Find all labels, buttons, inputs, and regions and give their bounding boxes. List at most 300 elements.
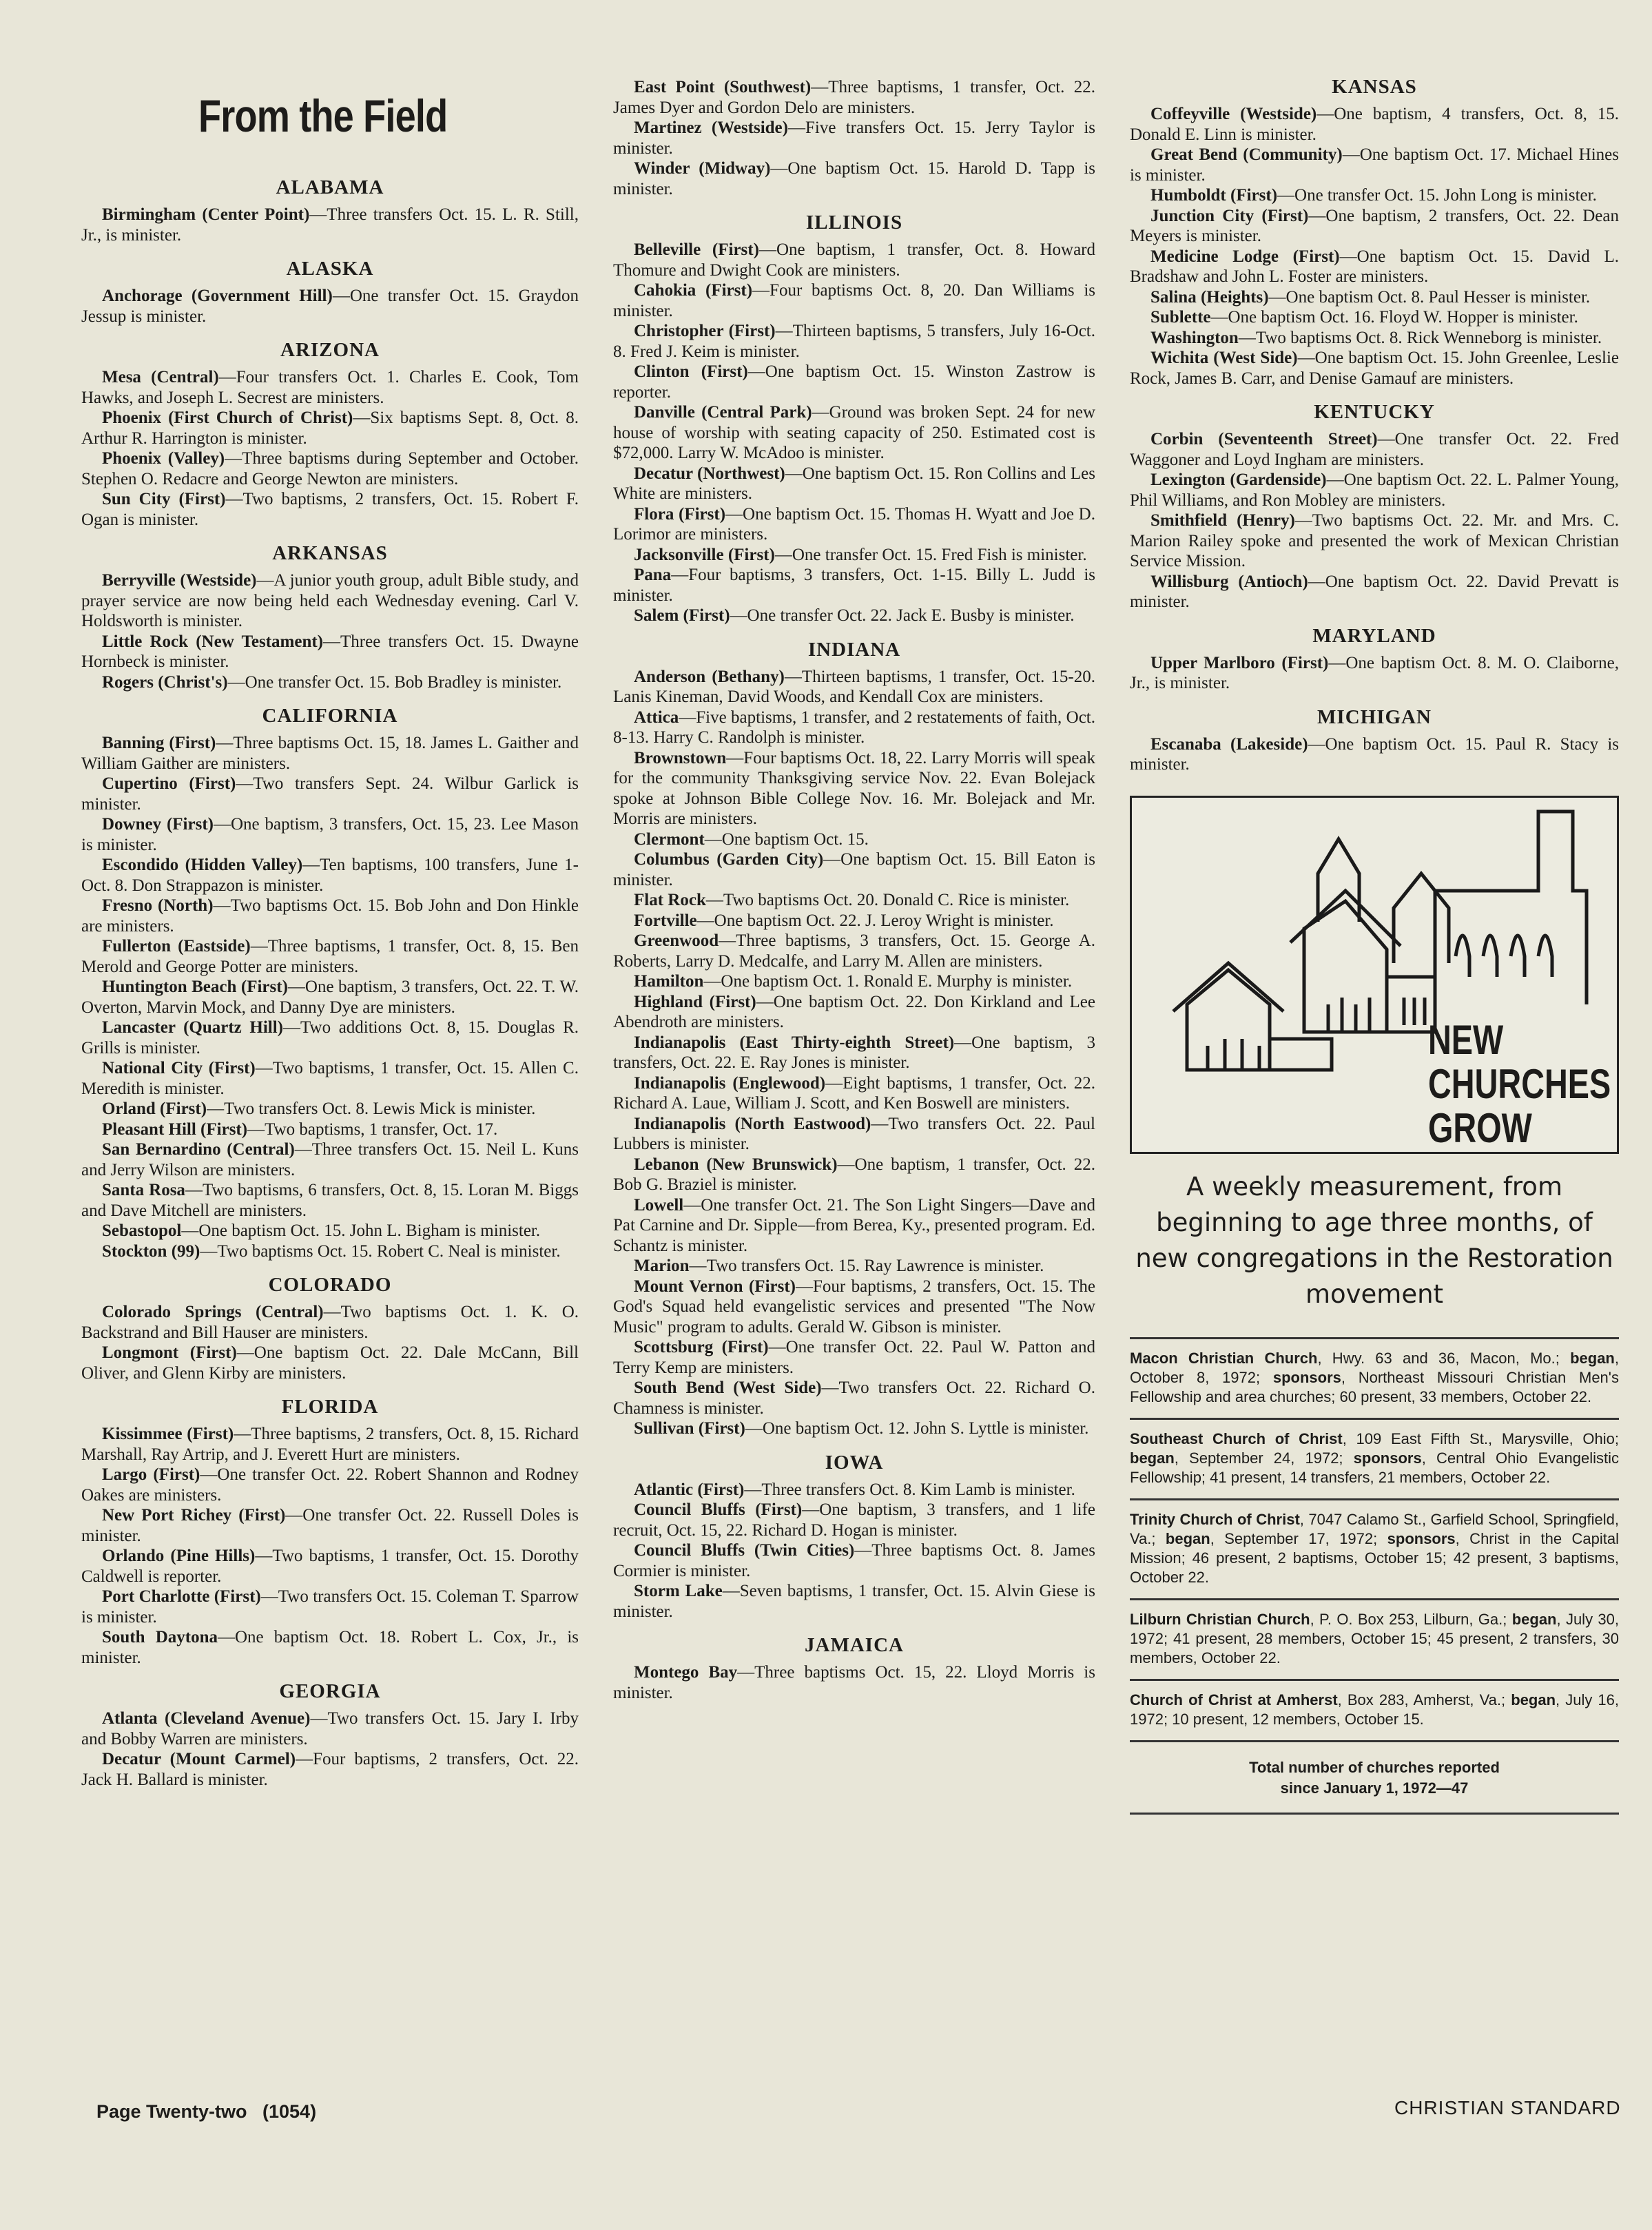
church-report-text: —One baptism Oct. 15. David L. Bradshaw and John L. Foster are ministers. [1130, 247, 1619, 286]
state-heading: ALASKA [286, 258, 374, 280]
church-name: Rogers (Christ's) [102, 672, 228, 692]
church-entry [81, 1749, 579, 1790]
began-label: began [1165, 1529, 1210, 1547]
church-name: Longmont (First) [102, 1343, 237, 1362]
church-entry [613, 849, 1095, 890]
congregation-address: , 109 East Fifth St., Marysville, Ohio; [1342, 1429, 1620, 1447]
church-entry [81, 1587, 579, 1627]
church-report-text: —Two transfers Oct. 15. Ray Lawrence is minister. [689, 1257, 1044, 1275]
state-heading: INDIANA [807, 638, 901, 661]
church-entry [1130, 348, 1619, 389]
church-name: Medicine Lodge (First) [1150, 247, 1340, 266]
church-entry [1130, 104, 1619, 145]
church-name: Indianapolis (Englewood) [634, 1073, 826, 1093]
church-name: Great Bend (Community) [1150, 145, 1343, 164]
church-report-text: —One baptism Oct. 12. John S. Lyttle is minister. [745, 1419, 1089, 1438]
congregation-report [1130, 1600, 1619, 1681]
church-name: Indianapolis (East Thirty-eighth Street) [634, 1033, 955, 1052]
church-entry [613, 1114, 1095, 1155]
congregation-report [1130, 1339, 1619, 1420]
church-report-text: —One baptism Oct. 1. Ronald E. Murphy is minister. [703, 972, 1073, 991]
church-name: Washington [1150, 328, 1239, 347]
column-3 [1130, 76, 1619, 1815]
church-name: Escanaba (Lakeside) [1150, 734, 1308, 754]
church-entry [613, 504, 1095, 545]
church-entry [81, 1546, 579, 1587]
church-report-text: —Three baptisms, 1 transfer, Oct. 22. James Dyer and Gordon Delo are ministers. [613, 78, 1095, 117]
church-report-text: —One baptism Oct. 15. Paul R. Stacy is minister. [1130, 734, 1620, 774]
church-name: Martinez (Westside) [634, 118, 788, 137]
church-report-text: —One baptism, 3 transfers, Oct. 22. E. Ray Jones is minister. [613, 1033, 1095, 1072]
church-report-text: —One baptism Oct. 18. Robert L. Cox, Jr., is minister. [81, 1628, 579, 1667]
church-report-text: —One transfer Oct. 22. Paul W. Patton and Terry Kemp are ministers. [613, 1338, 1095, 1377]
began-label: began [1511, 1610, 1557, 1628]
state-heading: KENTUCKY [1314, 401, 1435, 423]
church-report-text: —One transfer Oct. 21. The Son Light Singers—Dave and Pat Carnine and Dr. Sipple—from Berea, Ky., presented program. Ed. Schantz is minister. [613, 1195, 1095, 1255]
sponsors-label: sponsors [1272, 1368, 1341, 1386]
church-name: Huntington Beach (First) [102, 978, 288, 996]
church-name: Pana [634, 566, 672, 584]
church-report-text: —Three baptisms Oct. 15, 18. James L. Gaither and William Gaither are ministers. [81, 734, 579, 773]
church-report-text: —Two baptisms, 1 transfer, Oct. 15. Allen C. Meredith is minister. [81, 1059, 579, 1098]
church-report-text: —Thirteen baptisms, 1 transfer, Oct. 15-20. Lanis Kineman, David Woods, and Kendall Cox are ministers. [613, 667, 1095, 706]
church-name: Christopher (First) [634, 322, 776, 340]
state-heading: CALIFORNIA [262, 705, 398, 727]
church-entry [81, 977, 579, 1018]
church-entry [81, 1119, 579, 1140]
church-report-text: —One baptism, 3 transfers, and 1 life recruit, Oct. 15, 22. Richard D. Hogan is minister. [613, 1500, 1096, 1540]
church-entry [613, 911, 1095, 931]
church-name: Little Rock (New Testament) [102, 632, 324, 651]
total-churches-note [1130, 1742, 1619, 1815]
church-report-text: —One baptism Oct. 17. Michael Hines is minister. [1130, 145, 1619, 185]
sponsors-label: sponsors [1353, 1449, 1422, 1467]
church-name: Winder (Midway) [634, 159, 771, 178]
church-report-text: —One baptism Oct. 15. [704, 829, 869, 849]
state-heading: FLORIDA [281, 1396, 379, 1418]
church-name: Salina (Heights) [1150, 287, 1269, 307]
congregation-details: , October 8, 1972; [1130, 1349, 1619, 1386]
church-entry [81, 814, 579, 855]
church-entry [81, 286, 579, 327]
church-name: Escondido (Hidden Valley) [102, 856, 303, 874]
church-entry [81, 896, 579, 936]
church-report-text: —One baptism, 2 transfers, Oct. 22. Dean Meyers is minister. [1130, 206, 1620, 245]
new-churches-grow-logo-text [1428, 1018, 1611, 1150]
church-report-text: —Two transfers Oct. 15. Jary I. Irby and Bobby Warren are ministers. [81, 1709, 579, 1748]
church-name: Fresno (North) [102, 896, 214, 915]
church-report-text: —One transfer Oct. 22. Russell Doles is minister. [81, 1506, 579, 1545]
church-report-text: —One baptism Oct. 15. Ron Collins and Les White are ministers. [613, 464, 1095, 503]
church-report-text: —Five baptisms, 1 transfer, and 2 restatements of faith, Oct. 8-13. Harry C. Randolph is minister. [613, 708, 1095, 747]
church-report-text: —One baptism Oct. 22. Dale McCann, Bill Oliver, and Glenn Kirby are ministers. [81, 1343, 579, 1383]
church-report-text: —Six baptisms Sept. 8, Oct. 8. Arthur R. Harrington is minister. [81, 409, 579, 448]
column-2-body [613, 77, 1095, 1703]
church-report-text: —Two baptisms, 1 transfer, Oct. 15. Dorothy Caldwell is reporter. [81, 1547, 579, 1586]
state-heading: ALABAMA [276, 176, 384, 198]
church-report-text: —One baptism Oct. 8. M. O. Claiborne, Jr., is minister. [1130, 653, 1620, 692]
congregation-name: Church of Christ at Amherst [1130, 1691, 1338, 1708]
church-name: Largo (First) [102, 1465, 200, 1484]
began-label: began [1130, 1449, 1175, 1467]
church-name: Berryville (Westside) [102, 571, 257, 590]
total-line-2: since January 1, 1972—47 [1280, 1779, 1469, 1797]
church-entry [613, 748, 1095, 829]
state-heading: ARIZONA [280, 339, 380, 361]
logo-line-1: NEW [1428, 1016, 1504, 1063]
church-name: Greenwood [634, 931, 719, 950]
church-report-text: —One baptism Oct. 22. L. Palmer Young, Phil Williams, and Ron Mobley are ministers. [1130, 471, 1619, 510]
church-report-text: —Eight baptisms, 1 transfer, Oct. 22. Richard A. Laue, William J. Scott, and Ken Boswell are ministers. [613, 1073, 1095, 1113]
page-number: Page Twenty-two (1054) [96, 2101, 317, 2122]
church-report-text: —Two baptisms Oct. 15. Bob John and Don Hinkle are ministers. [81, 896, 579, 936]
congregation-details: , September 17, 1972; [1210, 1529, 1387, 1547]
church-report-text: —One transfer Oct. 22. Fred Waggoner and Loyd Ingham are ministers. [1130, 430, 1619, 469]
church-name: Decatur (Mount Carmel) [102, 1750, 296, 1768]
church-entry [1130, 510, 1619, 572]
church-report-text: —One baptism Oct. 15. Bill Eaton is minister. [613, 850, 1095, 889]
church-entry [81, 1708, 579, 1749]
church-report-text: —One transfer Oct. 15. Bob Bradley is minister. [227, 672, 562, 692]
church-name: Smithfield (Henry) [1150, 511, 1295, 530]
church-report-text: —Two baptisms Oct. 20. Donald C. Rice is minister. [705, 891, 1070, 909]
church-entry [613, 1540, 1095, 1581]
church-name: Corbin (Seventeenth Street) [1150, 430, 1378, 448]
church-name: Atlantic (First) [634, 1480, 745, 1499]
church-entry [81, 1099, 579, 1119]
logo-line-2: CHURCHES [1428, 1060, 1611, 1107]
publication-name: CHRISTIAN STANDARD [1394, 2097, 1621, 2118]
church-entry [1130, 206, 1619, 247]
congregation-details: , July 16, 1972; 10 present, 12 members, October 15. [1130, 1691, 1619, 1728]
church-name: Fullerton (Eastside) [102, 937, 251, 956]
church-report-text: —One baptism Oct. 15. Thomas H. Wyatt and Joe D. Lorimor are ministers. [613, 504, 1095, 544]
church-entry [1130, 307, 1619, 328]
church-name: San Bernardino (Central) [102, 1140, 295, 1159]
church-entry [613, 1500, 1095, 1540]
church-entry [81, 672, 579, 693]
church-report-text: —Three baptisms, 3 transfers, Oct. 15. George A. Roberts, Larry D. Medcalfe, and Larry M. Allen are ministers. [613, 931, 1095, 971]
church-report-text: —One baptism Oct. 15. Harold D. Tapp is minister. [613, 159, 1095, 198]
church-name: New Port Richey (First) [102, 1506, 286, 1525]
new-congregation-reports [1130, 1339, 1619, 1742]
church-entry [613, 1277, 1095, 1338]
church-entry [613, 1155, 1095, 1195]
church-report-text: —Two transfers Oct. 8. Lewis Mick is minister. [207, 1099, 536, 1118]
column-1 [81, 76, 579, 1790]
church-name: Mesa (Central) [102, 368, 219, 386]
state-heading: COLORADO [268, 1274, 392, 1296]
church-report-text: —Seven baptisms, 1 transfer, Oct. 15. Alvin Giese is minister. [613, 1582, 1096, 1621]
church-entry [81, 408, 579, 448]
church-entry [1130, 328, 1619, 349]
church-entry [613, 1581, 1095, 1622]
began-label: began [1570, 1349, 1615, 1367]
church-name: Orland (First) [102, 1099, 207, 1118]
church-entry [81, 632, 579, 672]
church-entry [81, 1627, 579, 1668]
church-name: Kissimmee (First) [102, 1425, 234, 1443]
church-entry [1130, 429, 1619, 470]
church-name: Clinton (First) [634, 362, 748, 381]
church-report-text: —Two transfers Sept. 24. Wilbur Garlick is minister. [81, 774, 579, 814]
church-name: Clermont [634, 829, 705, 849]
church-name: Lexington (Gardenside) [1150, 471, 1327, 489]
church-entry [613, 402, 1095, 464]
church-report-text: —Four baptisms, 2 transfers, Oct. 22. Jack H. Ballard is minister. [81, 1750, 579, 1789]
church-report-text: —Three transfers Oct. 8. Kim Lamb is minister. [744, 1480, 1075, 1499]
church-report-text: —Four baptisms, 3 transfers, Oct. 1-15. Billy L. Judd is minister. [613, 566, 1095, 605]
church-entry [613, 1378, 1095, 1418]
church-name: Flat Rock [634, 891, 706, 909]
church-entry [1130, 572, 1619, 612]
church-name: Jacksonville (First) [634, 545, 775, 564]
church-entry [613, 464, 1095, 504]
church-name: Storm Lake [634, 1582, 723, 1600]
church-report-text: —Two baptisms Oct. 1. K. O. Backstrand and Bill Hauser are ministers. [81, 1303, 579, 1342]
church-report-text: —One baptism Oct. 16. Floyd W. Hopper is minister. [1210, 308, 1578, 327]
church-report-text: —Two baptisms Oct. 15. Robert C. Neal is minister. [200, 1241, 561, 1261]
church-name: Lancaster (Quartz Hill) [102, 1018, 283, 1037]
church-name: National City (First) [102, 1059, 256, 1077]
church-entry [613, 1418, 1095, 1439]
state-heading: KANSAS [1332, 76, 1417, 98]
church-report-text: —One baptism Oct. 15. John Greenlee, Leslie Rock, James B. Carr, and Denise Gamauf are ministers. [1130, 349, 1619, 388]
church-entry [613, 890, 1095, 911]
church-report-text: —Three baptisms, 2 transfers, Oct. 8, 15. Richard Marshall, Ray Artrip, and J. Everett Hurt are ministers. [81, 1425, 579, 1464]
church-entry [1130, 247, 1619, 287]
church-report-text: —One baptism Oct. 22. David Prevatt is minister. [1130, 572, 1620, 611]
church-report-text: —Four transfers Oct. 1. Charles E. Cook, Tom Hawks, and Joseph L. Secrest are ministers. [81, 368, 579, 407]
church-entry [613, 565, 1095, 606]
church-name: Wichita (West Side) [1150, 349, 1298, 367]
church-entry [81, 1221, 579, 1241]
church-entry [81, 1302, 579, 1343]
church-name: East Point (Southwest) [634, 78, 812, 96]
church-report-text: —Three transfers Oct. 15. Neil L. Kuns and Jerry Wilson are ministers. [81, 1140, 579, 1179]
church-entry [81, 1424, 579, 1465]
column-2 [613, 77, 1095, 1703]
church-report-text: —Three baptisms Oct. 15, 22. Lloyd Morris is minister. [613, 1663, 1095, 1702]
church-name: Salem (First) [634, 606, 730, 625]
church-entry [613, 971, 1095, 992]
church-name: Hamilton [634, 972, 704, 991]
church-name: Stockton (99) [102, 1241, 200, 1261]
church-name: Pleasant Hill (First) [102, 1119, 248, 1139]
church-entry [613, 1073, 1095, 1114]
church-report-text: —One baptism, 1 transfer, Oct. 8. Howard Thomure and Dwight Cook are ministers. [613, 240, 1096, 280]
church-report-text: —One baptism, 3 transfers, Oct. 22. T. W. Overton, Marvin Mock, and Danny Dye are ministers. [81, 978, 579, 1017]
church-entry [81, 1343, 579, 1383]
church-report-text: —Two baptisms, 2 transfers, Oct. 15. Robert F. Ogan is minister. [81, 490, 579, 529]
church-entry [613, 545, 1095, 566]
church-name: Phoenix (First Church of Christ) [102, 409, 353, 427]
church-entry [81, 936, 579, 977]
church-name: Indianapolis (North Eastwood) [634, 1114, 871, 1133]
congregation-details: , September 24, 1972; [1174, 1449, 1354, 1467]
sponsors-label: sponsors [1387, 1529, 1456, 1547]
church-entry [613, 931, 1095, 971]
church-name: Brownstown [634, 748, 727, 767]
church-entry [81, 1058, 579, 1099]
church-name: Danville (Central Park) [634, 403, 812, 422]
church-name: Marion [634, 1257, 690, 1275]
congregation-report [1130, 1420, 1619, 1500]
church-report-text: —Four baptisms Oct. 8, 20. Dan Williams is minister. [613, 281, 1095, 320]
church-name: Belleville (First) [634, 240, 759, 259]
church-report-text: —Thirteen baptisms, 5 transfers, July 16-Oct. 8. Fred J. Keim is minister. [613, 322, 1095, 361]
congregation-address: , P. O. Box 253, Lilburn, Ga.; [1310, 1610, 1512, 1628]
church-entry [613, 1337, 1095, 1378]
sponsor-details: , Northeast Missouri Christian Men's Fellowship and area churches; 60 present, 33 members, October 22. [1130, 1368, 1619, 1405]
church-entry [81, 774, 579, 814]
state-heading: GEORGIA [279, 1680, 381, 1702]
church-report-text: —One baptism, 3 transfers, Oct. 15, 23. Lee Mason is minister. [81, 815, 579, 854]
total-line-1: Total number of churches reported [1249, 1758, 1500, 1776]
church-name: Anchorage (Government Hill) [102, 287, 333, 305]
church-name: Mount Vernon (First) [634, 1277, 796, 1296]
church-entry [613, 1033, 1095, 1073]
page-title: From the Field [198, 90, 448, 141]
church-entry [1130, 734, 1619, 775]
congregation-address: , Hwy. 63 and 36, Macon, Mo.; [1317, 1349, 1571, 1367]
church-name: Decatur (Northwest) [634, 464, 785, 483]
church-entry [81, 367, 579, 408]
church-report-text: —Two transfers Oct. 22. Paul Lubbers is minister. [613, 1114, 1095, 1153]
church-report-text: —Two baptisms, 1 transfer, Oct. 17. [247, 1119, 498, 1139]
church-entry [81, 489, 579, 530]
church-name: Humboldt (First) [1150, 186, 1278, 205]
church-report-text: —Two baptisms, 6 transfers, Oct. 8, 15. Loran M. Biggs and Dave Mitchell are ministers. [81, 1181, 579, 1220]
church-entry [81, 855, 579, 896]
sponsor-details: , Christ in the Capital Mission; 46 present, 2 baptisms, October 15; 42 present, 3 baptisms, October 22. [1130, 1529, 1619, 1586]
church-entry [613, 280, 1095, 321]
church-entry [1130, 287, 1619, 308]
measurement-caption: A weekly measurement, from beginning to age three months, of new congregations in the Restoration movement [1135, 1171, 1613, 1309]
church-entry [613, 240, 1095, 280]
church-report-text: —One transfer Oct. 22. Jack E. Busby is minister. [730, 606, 1075, 625]
church-name: Banning (First) [102, 734, 216, 752]
church-entry [1130, 145, 1619, 185]
church-report-text: —Three baptisms, 1 transfer, Oct. 8, 15. Ben Merold and George Potter are ministers. [81, 937, 579, 976]
congregation-address: , Box 283, Amherst, Va.; [1337, 1691, 1511, 1708]
church-entry [81, 733, 579, 774]
state-heading: MICHIGAN [1317, 705, 1432, 728]
church-report-text: —One baptism Oct. 22. J. Leroy Wright is minister. [696, 911, 1054, 930]
state-heading: ARKANSAS [272, 542, 388, 564]
church-name: Junction City (First) [1150, 206, 1309, 225]
church-entry [613, 606, 1095, 626]
congregation-report [1130, 1500, 1619, 1600]
church-report-text: —Three baptisms Oct. 8. James Cormier is minister. [613, 1541, 1095, 1580]
church-report-text: —Two baptisms Oct. 22. Mr. and Mrs. C. Marion Railey spoke and presented the work of Mexican Christian Service Mission. [1130, 511, 1619, 570]
church-entry [81, 570, 579, 632]
church-entry [81, 1018, 579, 1058]
church-name: Colorado Springs (Central) [102, 1303, 324, 1321]
church-name: Columbus (Garden City) [634, 850, 824, 869]
state-heading: JAMAICA [805, 1634, 904, 1656]
church-name: South Bend (West Side) [634, 1379, 822, 1397]
church-report-text: —One transfer Oct. 15. Fred Fish is minister. [774, 545, 1087, 564]
church-entry [613, 1195, 1095, 1257]
church-name: Scottsburg (First) [634, 1338, 769, 1356]
sponsor-details: , Central Ohio Evangelistic Fellowship; 41 present, 14 transfers, 21 members, October 22. [1130, 1449, 1619, 1486]
church-report-text: —Two transfers Oct. 22. Richard O. Chamness is minister. [613, 1379, 1095, 1418]
church-entry [613, 362, 1095, 402]
church-entry [81, 1465, 579, 1505]
church-entry [81, 1139, 579, 1180]
church-name: South Daytona [102, 1628, 218, 1646]
church-name: Montego Bay [634, 1663, 738, 1682]
church-report-text: —Two transfers Oct. 15. Coleman T. Sparrow is minister. [81, 1587, 579, 1627]
congregation-details: , July 30, 1972; 41 present, 28 members, October 15; 45 present, 2 transfers, 30 members, October 22. [1130, 1610, 1619, 1666]
began-label: began [1511, 1691, 1556, 1708]
state-heading: MARYLAND [1312, 624, 1436, 647]
church-entry [613, 1662, 1095, 1703]
church-entry [613, 829, 1095, 850]
church-entry [613, 708, 1095, 748]
church-name: Birmingham (Center Point) [102, 205, 310, 224]
church-entry [1130, 470, 1619, 510]
church-report-text: —One baptism Oct. 8. Paul Hesser is minister. [1268, 287, 1591, 307]
church-entry [613, 77, 1095, 118]
church-name: Cupertino (First) [102, 774, 236, 793]
church-report-text: —One transfer Oct. 15. Graydon Jessup is minister. [81, 287, 579, 326]
church-name: Coffeyville (Westside) [1150, 105, 1317, 123]
church-report-text: —One transfer Oct. 22. Robert Shannon and Rodney Oakes are ministers. [81, 1465, 579, 1505]
congregation-name: Macon Christian Church [1130, 1349, 1318, 1367]
church-report-text: —One baptism, 1 transfer, Oct. 22. Bob G. Braziel is minister. [613, 1155, 1095, 1194]
church-name: Santa Rosa [102, 1181, 185, 1199]
church-name: Fortville [634, 911, 697, 930]
church-report-text: —Three transfers Oct. 15. L. R. Still, Jr., is minister. [81, 205, 579, 245]
church-name: Flora (First) [634, 504, 726, 524]
church-name: Atlanta (Cleveland Avenue) [102, 1709, 311, 1728]
church-name: Lowell [634, 1195, 684, 1215]
congregation-name: Lilburn Christian Church [1130, 1610, 1310, 1628]
church-report-text: —Three transfers Oct. 15. Dwayne Hornbeck is minister. [81, 632, 579, 671]
church-name: Orlando (Pine Hills) [102, 1547, 256, 1565]
church-entry [81, 205, 579, 245]
church-name: Sullivan (First) [634, 1419, 745, 1438]
church-report-text: —Four baptisms, 2 transfers, Oct. 15. The God's Squad held evangelistic services and presented "The Now Music" program to adults. Gerald W. Gibson is minister. [613, 1277, 1095, 1336]
church-name: Anderson (Bethany) [634, 667, 785, 686]
church-name: Upper Marlboro (First) [1150, 653, 1329, 672]
church-report-text: —A junior youth group, adult Bible study, and prayer service are now being held each Wednesday evening. Carl V. Holdsworth is minister. [81, 571, 579, 630]
church-entry [613, 118, 1095, 158]
church-entry [613, 158, 1095, 199]
church-name: Sublette [1150, 308, 1211, 327]
church-name: Cahokia (First) [634, 281, 753, 300]
church-report-text: —Three baptisms during September and October. Stephen O. Redacre and George Newton are ministers. [81, 449, 579, 488]
state-heading: ILLINOIS [805, 211, 903, 234]
church-name: Highland (First) [634, 992, 756, 1011]
church-name: Council Bluffs (First) [634, 1500, 803, 1519]
church-entry [81, 1505, 579, 1546]
church-report-text: —One baptism Oct. 15. Winston Zastrow is reporter. [613, 362, 1095, 402]
church-entry [81, 1241, 579, 1262]
congregation-name: Southeast Church of Christ [1130, 1429, 1343, 1447]
church-report-text: —Ground was broken Sept. 24 for new house of worship with seating capacity of 250. Estimated cost is $72,000. Larry W. McAdoo is minister. [613, 403, 1096, 462]
church-report-text: —Four baptisms Oct. 18, 22. Larry Morris will speak for the community Thanksgiving service Nov. 22. Evan Bolejack spoke at Johnson Bible College Nov. 16. Mr. Bolejack and Mr. Morris are ministers. [613, 748, 1095, 828]
logo-line-3: GROW [1428, 1104, 1532, 1151]
column-1-body [81, 176, 579, 1790]
church-report-text: —One baptism Oct. 22. Don Kirkland and Lee Abendroth are ministers. [613, 992, 1095, 1031]
church-name: Downey (First) [102, 815, 214, 834]
church-name: Sebastopol [102, 1221, 182, 1240]
church-name: Council Bluffs (Twin Cities) [634, 1541, 855, 1560]
church-name: Sun City (First) [102, 490, 226, 508]
